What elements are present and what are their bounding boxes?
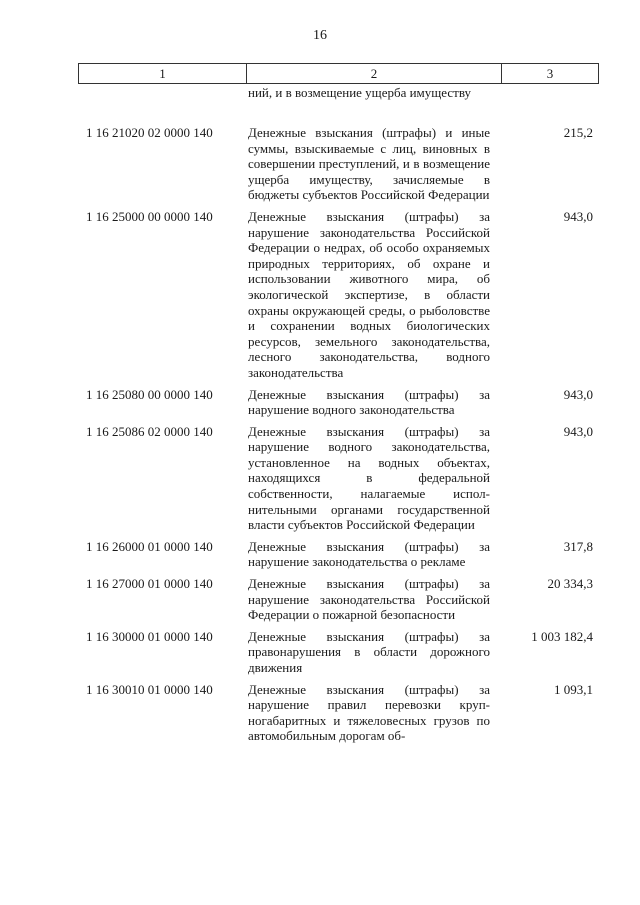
table-row: [78, 387, 599, 418]
table-row: [78, 629, 599, 676]
row-amount: 943,0: [563, 208, 593, 224]
table-row: [78, 539, 599, 570]
row-description: Денежные взыскания (штрафы) за правонарушения в области дорожного движения: [248, 628, 490, 675]
row-amount: 215,2: [563, 125, 593, 140]
row-amount: 20 334,3: [547, 576, 593, 592]
table-row: [78, 209, 599, 381]
budget-code: 1 16 25000 00 0000 140: [86, 208, 213, 224]
budget-code: 1 16 21020 02 0000 140: [86, 125, 213, 140]
budget-code: 1 16 25086 02 0000 140: [86, 423, 213, 439]
header-col-2: 2: [247, 64, 502, 83]
table-row: [78, 576, 599, 623]
row-amount: 1 003 182,4: [531, 628, 593, 644]
page-number: 16: [313, 28, 327, 43]
budget-code: 1 16 30010 01 0000 140: [86, 681, 213, 697]
continuation-text: ний, и в возмещение ущерба имуществу: [248, 85, 472, 100]
table-row: [78, 682, 599, 744]
row-description: Денежные взыскания (штрафы) за нарушение водного законодательства, установленное на водных объектах, находящихся в федеральной собственности, налагаемые исполнительными органами государственной власти субъектов Российской Федерации: [248, 423, 490, 533]
budget-code: 1 16 30000 01 0000 140: [86, 628, 213, 644]
header-col-1: 1: [79, 64, 247, 83]
row-amount: 317,8: [563, 538, 593, 554]
budget-code: 1 16 25080 00 0000 140: [86, 386, 213, 402]
table-body: [78, 125, 599, 750]
row-amount: 943,0: [563, 386, 593, 402]
row-description: Денежные взыскания (штрафы) за нарушение законодательства о рекламе: [248, 538, 490, 570]
budget-code: 1 16 26000 01 0000 140: [86, 538, 213, 554]
table-row: [78, 424, 599, 533]
header-col-3: 3: [546, 66, 554, 81]
table-row: [78, 125, 599, 203]
budget-code: 1 16 27000 01 0000 140: [86, 576, 213, 592]
row-description: Денежные взыскания (штрафы) и иные суммы, взыскиваемые с лиц, виновных в совершении преступлений, и в возмещение ущерба имуществу, зачисляемые в бюджеты субъектов Российской Федерации: [248, 125, 490, 203]
row-description: Денежные взыскания (штрафы) за нарушение правил перевозки крупногабаритных и тяжеловесных грузов по автомобильным дорогам об-: [248, 681, 490, 744]
table-header: [78, 63, 599, 84]
row-amount: 943,0: [563, 423, 593, 439]
row-description: Денежные взыскания (штрафы) за нарушение водного законодательства: [248, 386, 490, 418]
row-description: Денежные взыскания (штрафы) за нарушение законодательства Российской Федерации о недрах, об особо охраняемых природных территориях, об охране и использовании животного мира, об экологической экспертизе, в области охраны окружающей среды, о рыболовстве и сохранении водных биологических ресурсов, земельного законодательства, лесного законодательства, водного законодательства: [248, 208, 490, 380]
row-amount: 1 093,1: [554, 681, 593, 697]
row-description: Денежные взыскания (штрафы) за нарушение законодательства Российской Федерации о пожарной безопасности: [248, 576, 490, 623]
